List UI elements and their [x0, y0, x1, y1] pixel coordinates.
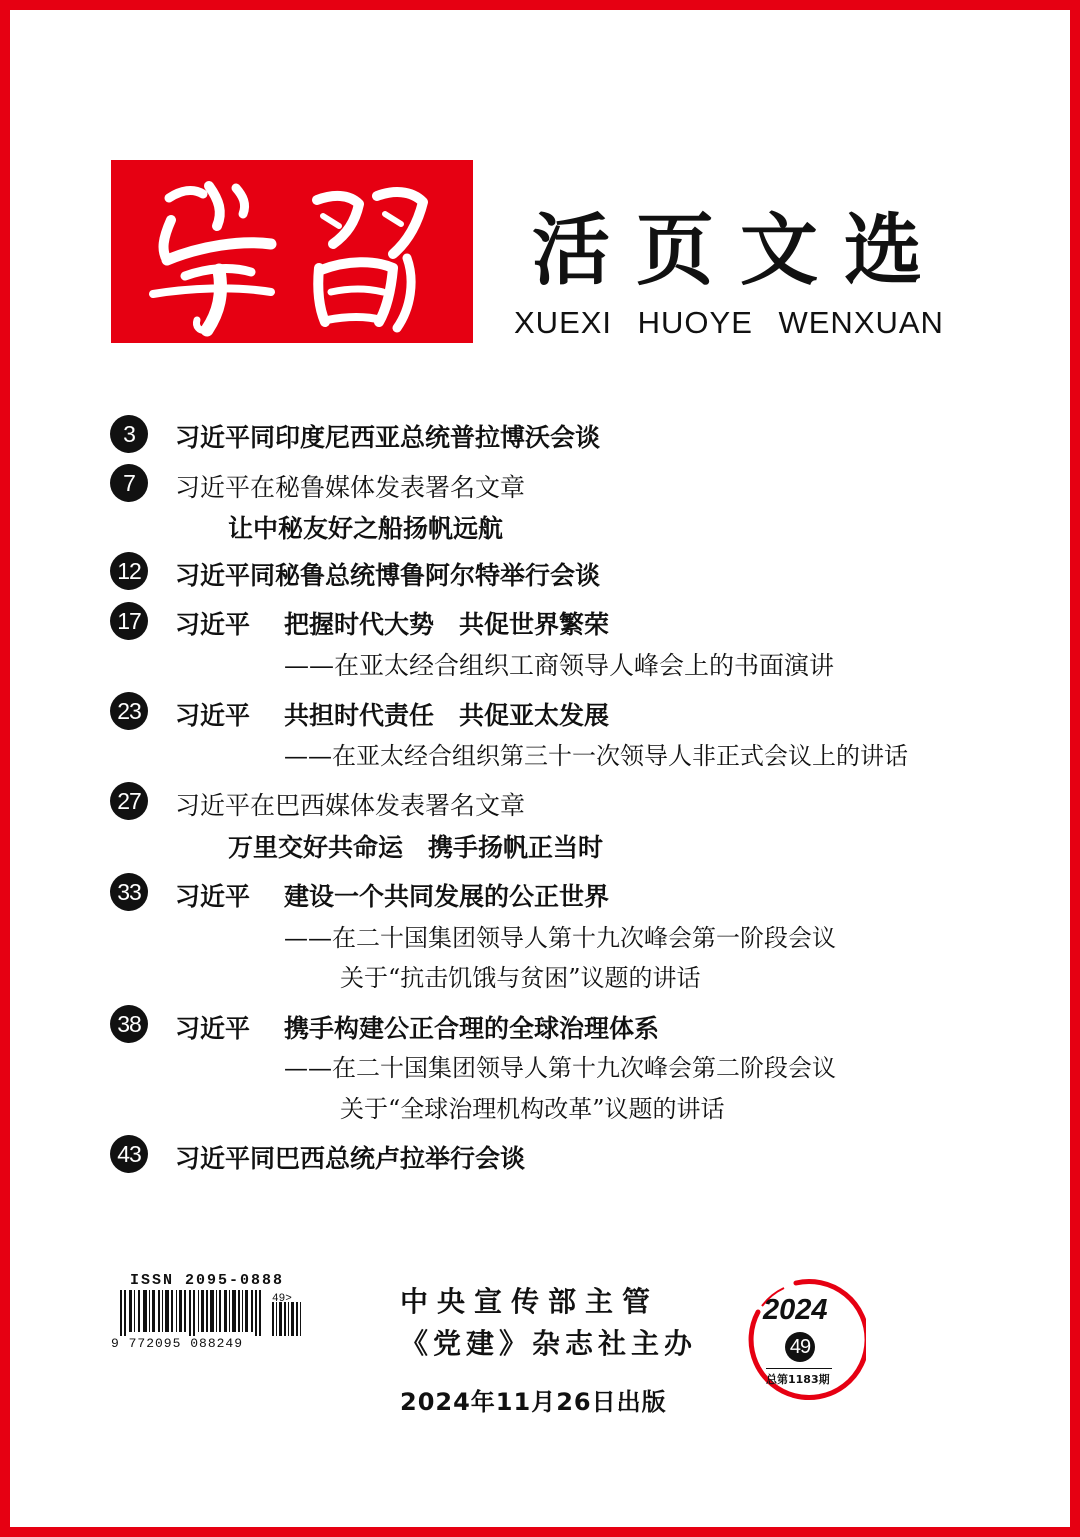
toc-page-number: 38	[110, 1005, 148, 1043]
toc-page-number: 12	[110, 552, 148, 590]
barcode-addon: 49>	[272, 1293, 292, 1305]
toc-page-number: 17	[110, 602, 148, 640]
toc-author: 习近平	[175, 701, 251, 730]
publisher-sponsor: 《党建》杂志社主办	[400, 1327, 698, 1360]
toc-author: 习近平	[175, 610, 251, 639]
publisher-supervisor: 中央宣传部主管	[400, 1285, 660, 1318]
toc-subtitle: 让中秘友好之船扬帆远航	[228, 514, 504, 543]
issn-number: ISSN 2095-0888	[130, 1272, 285, 1289]
publication-date: 2024年11月26日出版	[400, 1388, 667, 1416]
toc-subtitle: ——在亚太经合组织工商领导人峰会上的书面演讲	[284, 651, 835, 680]
issue-total: 总第1183期	[766, 1373, 830, 1386]
toc-subtitle: 万里交好共命运 携手扬帆正当时	[228, 833, 604, 862]
magazine-subtitle: 活页文选	[532, 205, 949, 296]
toc-page-number: 43	[110, 1135, 148, 1173]
issue-number: 49	[785, 1332, 815, 1362]
toc-title: 建设一个共同发展的公正世界	[284, 882, 610, 911]
toc-page-number: 33	[110, 873, 148, 911]
toc-title: 共担时代责任 共促亚太发展	[284, 701, 610, 730]
issue-year: 2024	[763, 1294, 828, 1326]
issue-badge	[736, 1276, 866, 1406]
toc-title: 习近平在巴西媒体发表署名文章	[175, 791, 526, 820]
toc-author: 习近平	[175, 882, 251, 911]
barcode-digits: 9 772095 088249	[111, 1336, 244, 1351]
toc-subtitle: ——在亚太经合组织第三十一次领导人非正式会议上的讲话	[284, 742, 908, 770]
toc-page-number: 27	[110, 782, 148, 820]
issue-divider	[766, 1368, 832, 1369]
toc-title: 习近平同秘鲁总统博鲁阿尔特举行会谈	[175, 561, 601, 590]
toc-subtitle: 关于“抗击饥饿与贫困”议题的讲话	[340, 964, 701, 992]
toc-title: 习近平同巴西总统卢拉举行会谈	[175, 1144, 526, 1173]
toc-title: 携手构建公正合理的全球治理体系	[284, 1014, 660, 1043]
toc-page-number: 23	[110, 692, 148, 730]
magazine-pinyin: XUEXI HUOYE WENXUAN	[514, 305, 944, 340]
toc-author: 习近平	[175, 1014, 251, 1043]
toc-subtitle: ——在二十国集团领导人第十九次峰会第二阶段会议	[284, 1054, 836, 1082]
toc-title: 习近平在秘鲁媒体发表署名文章	[175, 473, 526, 502]
toc-page-number: 7	[110, 464, 148, 502]
toc-title: 把握时代大势 共促世界繁荣	[284, 610, 610, 639]
toc-title: 习近平同印度尼西亚总统普拉博沃会谈	[175, 423, 601, 452]
toc-subtitle: ——在二十国集团领导人第十九次峰会第一阶段会议	[284, 924, 836, 952]
toc-page-number: 3	[110, 415, 148, 453]
toc-subtitle: 关于“全球治理机构改革”议题的讲话	[340, 1095, 725, 1123]
